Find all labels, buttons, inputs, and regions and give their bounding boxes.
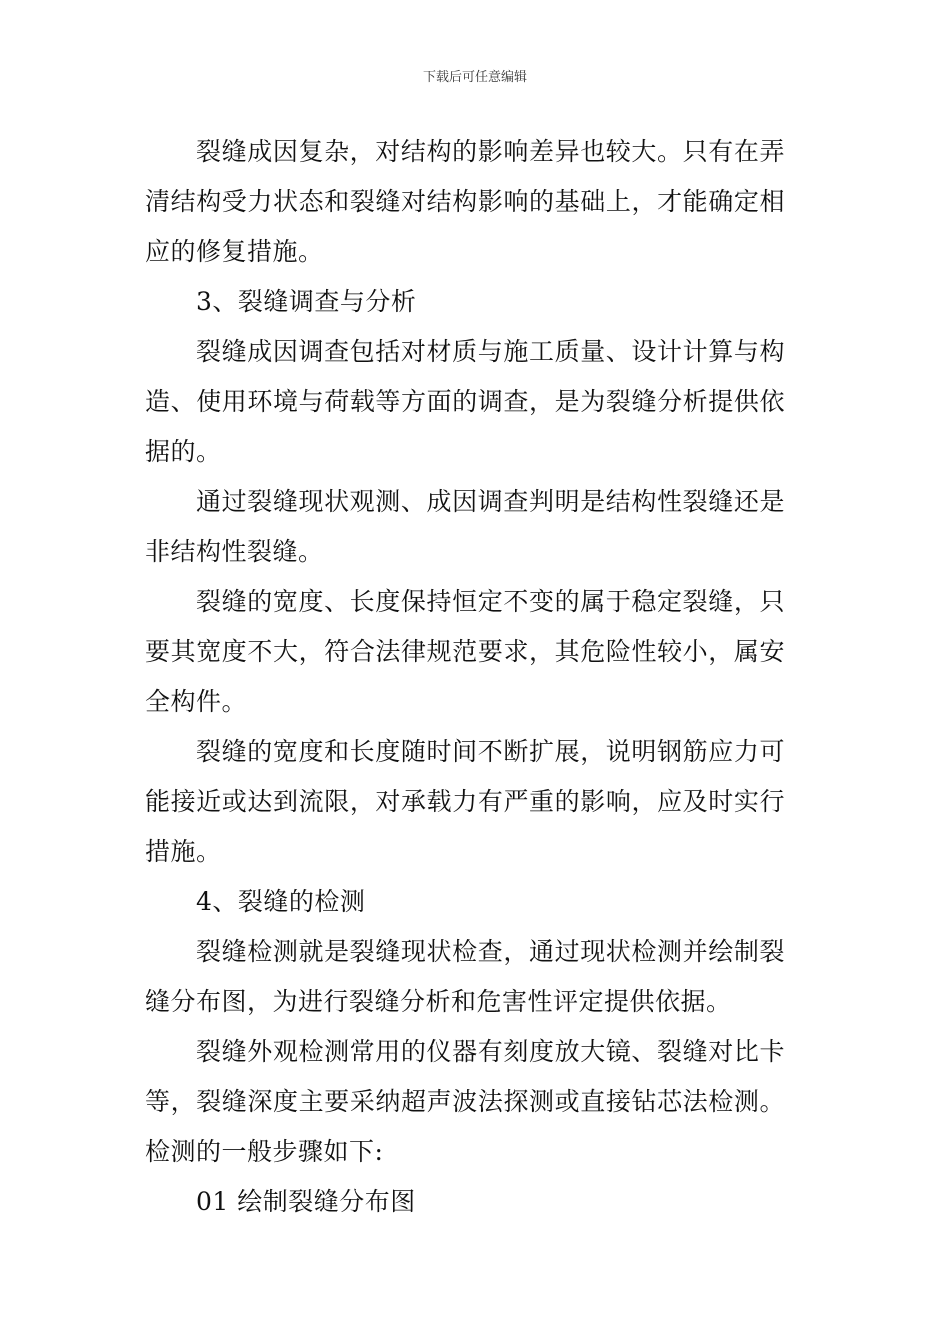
- section-heading-3: 3、裂缝调查与分析: [196, 287, 417, 316]
- paragraph-crack-investigation: 裂缝成因调查包括对材质与施工质量、设计计算与构造、使用环境与荷载等方面的调查，是为裂缝分析提供依据的。: [145, 337, 785, 466]
- paragraph-expanding-cracks: 裂缝的宽度和长度随时间不断扩展，说明钢筋应力可能接近或达到流限，对承载力有严重的影响，应及时实行措施。: [145, 737, 785, 866]
- step-01-heading: 01 绘制裂缝分布图: [196, 1187, 416, 1216]
- page-header: 下载后可任意编辑: [422, 70, 527, 85]
- paragraph-crack-causes: 裂缝成因复杂，对结构的影响差异也较大。只有在弄清结构受力状态和裂缝对结构影响的基础上，才能确定相应的修复措施。: [145, 137, 785, 266]
- paragraph-detection-instruments: 裂缝外观检测常用的仪器有刻度放大镜、裂缝对比卡等，裂缝深度主要采纳超声波法探测或直接钻芯法检测。检测的一般步骤如下:: [145, 1037, 785, 1166]
- paragraph-crack-detection: 裂缝检测就是裂缝现状检查，通过现状检测并绘制裂缝分布图，为进行裂缝分析和危害性评定提供依据。: [145, 937, 785, 1016]
- paragraph-structural-judgment: 通过裂缝现状观测、成因调查判明是结构性裂缝还是非结构性裂缝。: [145, 487, 785, 566]
- section-heading-4: 4、裂缝的检测: [196, 887, 366, 916]
- paragraph-stable-cracks: 裂缝的宽度、长度保持恒定不变的属于稳定裂缝，只要其宽度不大，符合法律规范要求，其危险性较小，属安全构件。: [145, 587, 785, 716]
